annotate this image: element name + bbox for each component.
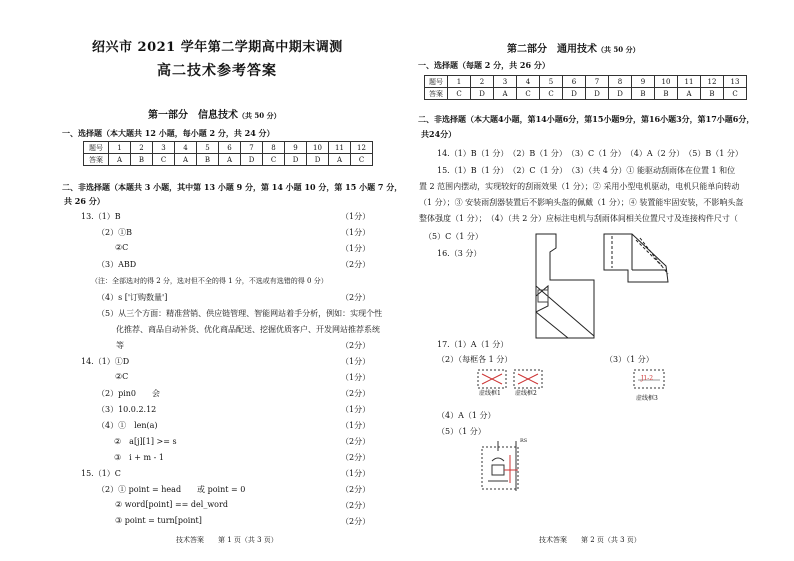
table-row-label: 题号 <box>425 76 448 88</box>
score: （2分） <box>341 501 371 510</box>
score: （1分） <box>341 421 371 430</box>
score: （2分） <box>341 453 371 462</box>
left-footer: 技术答案 第 1 页（共 3 页） <box>176 536 278 544</box>
table-cell: 13 <box>724 76 747 88</box>
table-row-label: 题号 <box>84 142 109 154</box>
table-cell: 10 <box>655 76 678 88</box>
table-cell: D <box>563 88 586 100</box>
relay-label: J1-2 <box>641 375 654 382</box>
q17-part3: （3）（1 分） <box>605 355 654 364</box>
answer-line: 等 <box>116 341 124 350</box>
left-sec1-title: 一、选择题（本大题共 12 小题，每小题 2 分，共 24 分） <box>62 128 275 138</box>
table-cell: B <box>655 88 678 100</box>
table-cell: D <box>241 154 263 166</box>
q16-view-drawing <box>528 226 688 346</box>
exam-title: 绍兴市 2021 学年第二学期高中期末调测 <box>92 40 343 55</box>
answer-line: （4）s ['订购数量'] <box>97 293 168 302</box>
answer-line: ③ point = turn[point] <box>115 516 202 525</box>
table-cell: D <box>285 154 307 166</box>
q17-circuit-diagram <box>478 437 536 495</box>
answer-line: （2）pin0 会 <box>97 389 161 398</box>
part2-title-text: 第二部分 通用技术 <box>507 44 597 55</box>
table-cell: 3 <box>494 76 517 88</box>
q15-line: 置 2 范围内摆动，实现较好的刮雨效果（1 分）；② 采用小型电机驱动，电机只能单向转动 <box>419 182 740 191</box>
table-cell: A <box>109 154 131 166</box>
table-cell: C <box>517 88 540 100</box>
table-cell: C <box>351 154 373 166</box>
answer-line: （2）①B <box>97 228 132 237</box>
rs-label: RS <box>520 438 528 444</box>
table-cell: 6 <box>219 142 241 154</box>
table-cell: C <box>263 154 285 166</box>
left-sec2-title-a: 二、非选择题（本题共 3 小题，其中第 13 小题 9 分，第 14 小题 10 分，第 15 小题 7 分， <box>62 182 403 192</box>
table-cell: 9 <box>285 142 307 154</box>
table-cell: D <box>471 88 494 100</box>
table-cell: 7 <box>586 76 609 88</box>
answer-line: ②C <box>115 372 129 381</box>
table-cell: D <box>586 88 609 100</box>
right-footer: 技术答案 第 2 页（共 3 页） <box>539 536 641 544</box>
answer-line: ② word[point] == del_word <box>115 500 228 509</box>
table-cell: 5 <box>197 142 219 154</box>
answer-note: （注：全部选对的得 2 分，选对但不全的得 1 分，不选或有选错的得 0 分） <box>91 277 328 285</box>
score: （1分） <box>341 244 371 253</box>
answer-line: （5）从三个方面：精准营销、供应链管理、智能网站着手分析，例如：实现个性 <box>97 309 383 318</box>
table-cell: 11 <box>678 76 701 88</box>
table-cell: 8 <box>263 142 285 154</box>
score: （1分） <box>341 373 371 382</box>
score: （2分） <box>341 260 371 269</box>
table-cell: 6 <box>563 76 586 88</box>
table-cell: C <box>153 154 175 166</box>
table-cell: D <box>609 88 632 100</box>
table-row-label: 答案 <box>425 88 448 100</box>
table-cell: A <box>219 154 241 166</box>
q17-part1: 17.（1）A（1 分） <box>437 340 509 349</box>
score: （2分） <box>341 485 371 494</box>
q17-part2: （2）（每框各 1 分） <box>437 355 513 364</box>
table-row <box>425 76 747 88</box>
part2-score: （共 50 分） <box>597 45 640 54</box>
answer-line: 化推荐、商品自动补货、优化商品配送、挖掘优质客户、开发网站推荐系统 <box>116 325 380 334</box>
table-cell: 12 <box>701 76 724 88</box>
table-cell: 12 <box>351 142 373 154</box>
answer-line: （4）① len(a) <box>97 421 158 430</box>
score: （2分） <box>341 341 371 350</box>
score: （2分） <box>341 293 371 302</box>
table-cell: C <box>724 88 747 100</box>
score: （2分） <box>341 517 371 526</box>
table-cell: A <box>678 88 701 100</box>
part2-title <box>507 40 640 55</box>
table-cell: 7 <box>241 142 263 154</box>
answer-line: （2）① point = head 或 point = 0 <box>97 485 246 494</box>
table-cell: 4 <box>175 142 197 154</box>
answer-line: 15.（1）C <box>81 469 121 478</box>
q15-line: （5）C（1 分） <box>424 232 483 241</box>
table-cell: A <box>494 88 517 100</box>
answer-line: 13.（1）B <box>81 212 121 221</box>
left-sec2-title-b: 共 26 分） <box>64 196 105 206</box>
table-cell: 8 <box>609 76 632 88</box>
table-cell: 9 <box>632 76 655 88</box>
part1-title-text: 第一部分 信息技术 <box>148 110 238 121</box>
answer-key-title: 高二技术参考答案 <box>157 63 277 79</box>
table-cell: C <box>448 88 471 100</box>
table-cell: B <box>632 88 655 100</box>
right-sec2-title-a: 二、非选择题（本大题4小题，第14小题6分，第15小题9分，第16小题3分，第17小题6分， <box>418 114 755 124</box>
table-cell: B <box>197 154 219 166</box>
table-cell: 4 <box>517 76 540 88</box>
right-answer-table <box>424 75 747 100</box>
answer-line: ② a[j][1] >= s <box>114 437 177 446</box>
q16-title: 16.（3 分） <box>437 249 482 258</box>
table-row <box>84 142 373 154</box>
score: （1分） <box>341 405 371 414</box>
score: （2分） <box>341 437 371 446</box>
table-row <box>84 154 373 166</box>
answer-line: ③ i + m - 1 <box>114 453 164 462</box>
table-cell: 11 <box>329 142 351 154</box>
right-sec1-title: 一、选择题（每题 2 分，共 26 分） <box>418 60 550 70</box>
table-cell: A <box>175 154 197 166</box>
answer-line: ②C <box>115 243 129 252</box>
table-cell: 2 <box>471 76 494 88</box>
score: （1分） <box>341 357 371 366</box>
table-cell: 3 <box>153 142 175 154</box>
q15-line: （1 分）；③ 安装雨刮器装置后不影响头盔的佩戴（1 分）；④ 装置能牢固安装，不影响头盔 <box>419 198 744 207</box>
part1-title <box>148 106 281 121</box>
score: （1分） <box>341 469 371 478</box>
answer-line: （3）ABD <box>97 260 137 269</box>
q15-line: 整体强度（1 分）； （4）（共 2 分）应标注电机与刮雨体间相关位置尺寸及连接构件尺寸（ <box>419 214 738 223</box>
table-row <box>425 88 747 100</box>
table-cell: 1 <box>448 76 471 88</box>
front-view <box>536 234 594 338</box>
part1-score: （共 50 分） <box>238 111 281 120</box>
right-sec2-title-b: 共24分） <box>421 129 457 139</box>
table-cell: D <box>307 154 329 166</box>
answer-line: 14.（1）①D <box>81 357 130 366</box>
table-cell: 2 <box>131 142 153 154</box>
q15-line: 15.（1）B（1 分） （2）C（1 分） （3）（共 4 分）① 能驱动刮雨体在位置 1 和位 <box>437 166 736 175</box>
side-view <box>604 234 668 282</box>
table-cell: A <box>329 154 351 166</box>
table-cell: 10 <box>307 142 329 154</box>
q17-part5: （5）（1 分） <box>437 427 486 436</box>
dashed-box-3-label: 虚线框3 <box>636 395 658 402</box>
table-cell: B <box>131 154 153 166</box>
answer-line: （3）10.0.2.12 <box>97 405 157 414</box>
q14-answers: 14.（1）B（1 分） （2）B（1 分） （3）C（1 分） （4）A（2 分） （5）B（1 分） <box>437 149 743 158</box>
table-cell: B <box>701 88 724 100</box>
score: （1分） <box>341 228 371 237</box>
dashed-box-2-label: 虚线框2 <box>515 390 537 397</box>
table-cell: 1 <box>109 142 131 154</box>
left-answer-table <box>83 141 373 166</box>
score: （1分） <box>341 212 371 221</box>
dashed-box-1-label: 虚线框1 <box>479 390 501 397</box>
table-cell: 5 <box>540 76 563 88</box>
table-row-label: 答案 <box>84 154 109 166</box>
table-cell: C <box>540 88 563 100</box>
q17-part4: （4）A（1 分） <box>437 411 496 420</box>
score: （2分） <box>341 389 371 398</box>
